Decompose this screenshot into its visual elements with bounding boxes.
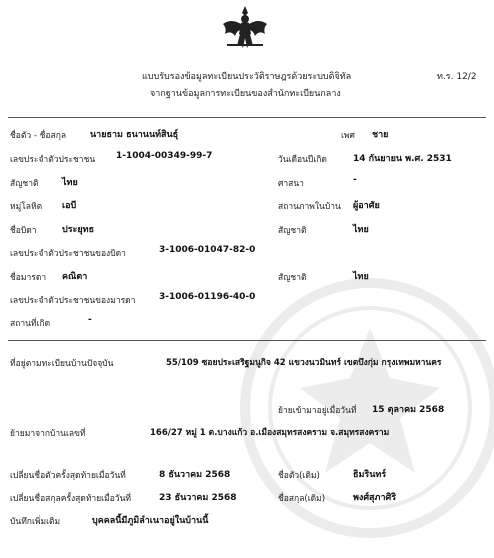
- mother-nationality-label: สัญชาติ: [278, 273, 307, 283]
- old-surname-value: พงศ์สุภาศิริ: [353, 493, 397, 503]
- sex-label: เพศ: [341, 131, 355, 141]
- id-value: 1-1004-00349-99-7: [116, 151, 213, 161]
- nationality-label: สัญชาติ: [10, 179, 39, 189]
- father-nationality-label: สัญชาติ: [278, 226, 307, 236]
- surname-change-label: เปลี่ยนชื่อสกุลครั้งสุดท้ายเมื่อวันที่: [10, 494, 131, 504]
- house-status-value: ผู้อาศัย: [353, 201, 380, 211]
- blood-label: หมู่โลหิต: [10, 202, 43, 212]
- father-name-label: ชื่อบิดา: [10, 226, 37, 236]
- house-status-label: สถานภาพในบ้าน: [278, 202, 341, 212]
- move-in-date-label: ย้ายเข้ามาอยู่เมื่อวันที่: [278, 406, 357, 416]
- father-id-label: เลขประจำตัวประชาชนของบิดา: [10, 249, 126, 259]
- note-value: บุคคลนี้มีภูมิลำเนาอยู่ในบ้านนี้: [92, 516, 209, 526]
- form-code: ท.ร. 12/2: [437, 72, 477, 82]
- religion-label: ศาสนา: [278, 179, 304, 189]
- header-line-2: จากฐานข้อมูลการทะเบียนของสำนักทะเบียนกลาง: [150, 89, 341, 99]
- move-in-date-value: 15 ตุลาคม 2568: [372, 405, 445, 415]
- note-label: บันทึกเพิ่มเติม: [10, 517, 61, 527]
- father-name-value: ประยุทธ: [62, 225, 95, 235]
- father-id-value: 3-1006-01047-82-0: [159, 245, 256, 255]
- dob-value: 14 กันยายน พ.ศ. 2531: [353, 154, 452, 164]
- address-label: ที่อยู่ตามทะเบียนบ้านปัจจุบัน: [10, 359, 114, 369]
- section-divider: [8, 340, 486, 341]
- old-surname-label: ชื่อสกุล(เดิม): [278, 494, 326, 504]
- nationality-value: ไทย: [62, 178, 78, 188]
- birthplace-value: -: [88, 315, 92, 325]
- moved-from-value: 166/27 หมู่ 1 ต.บางแก้ว อ.เมืองสมุทรสงคราม จ.สมุทรสงคราม: [150, 428, 390, 438]
- old-first-name-label: ชื่อตัว(เดิม): [278, 471, 320, 481]
- garuda-emblem-icon: [221, 4, 269, 50]
- address-value: 55/109 ซอยประเสริฐมนูกิจ 42 แขวงนวมินทร์ เขตบึงกุ่ม กรุงเทพมหานคร: [166, 358, 442, 368]
- name-label: ชื่อตัว - ชื่อสกุล: [10, 131, 67, 141]
- moved-from-label: ย้ายมาจากบ้านเลขที่: [10, 429, 86, 439]
- header-divider: [8, 117, 486, 118]
- name-value: นายธาม ธนานนท์สินธุ์: [90, 130, 179, 140]
- religion-value: -: [353, 175, 357, 185]
- first-name-change-label: เปลี่ยนชื่อตัวครั้งสุดท้ายเมื่อวันที่: [10, 471, 126, 481]
- blood-value: เอบี: [62, 201, 77, 211]
- mother-id-label: เลขประจำตัวประชาชนของมารดา: [10, 296, 136, 306]
- first-name-change-date: 8 ธันวาคม 2568: [159, 470, 231, 480]
- birthplace-label: สถานที่เกิด: [10, 319, 51, 329]
- father-nationality-value: ไทย: [353, 225, 369, 235]
- mother-name-label: ชื่อมารดา: [10, 273, 47, 283]
- mother-id-value: 3-1006-01196-40-0: [159, 292, 256, 302]
- mother-nationality-value: ไทย: [353, 272, 369, 282]
- mother-name-value: คณิตา: [62, 272, 88, 282]
- id-label: เลขประจำตัวประชาชน: [10, 155, 96, 165]
- dob-label: วันเดือนปีเกิด: [278, 155, 327, 165]
- header-line-1: แบบรับรองข้อมูลทะเบียนประวัติราษฎรด้วยระบบดิจิทัล: [142, 72, 352, 82]
- sex-value: ชาย: [372, 130, 389, 140]
- surname-change-date: 23 ธันวาคม 2568: [159, 493, 237, 503]
- old-first-name-value: ธิมรินทร์: [353, 470, 387, 480]
